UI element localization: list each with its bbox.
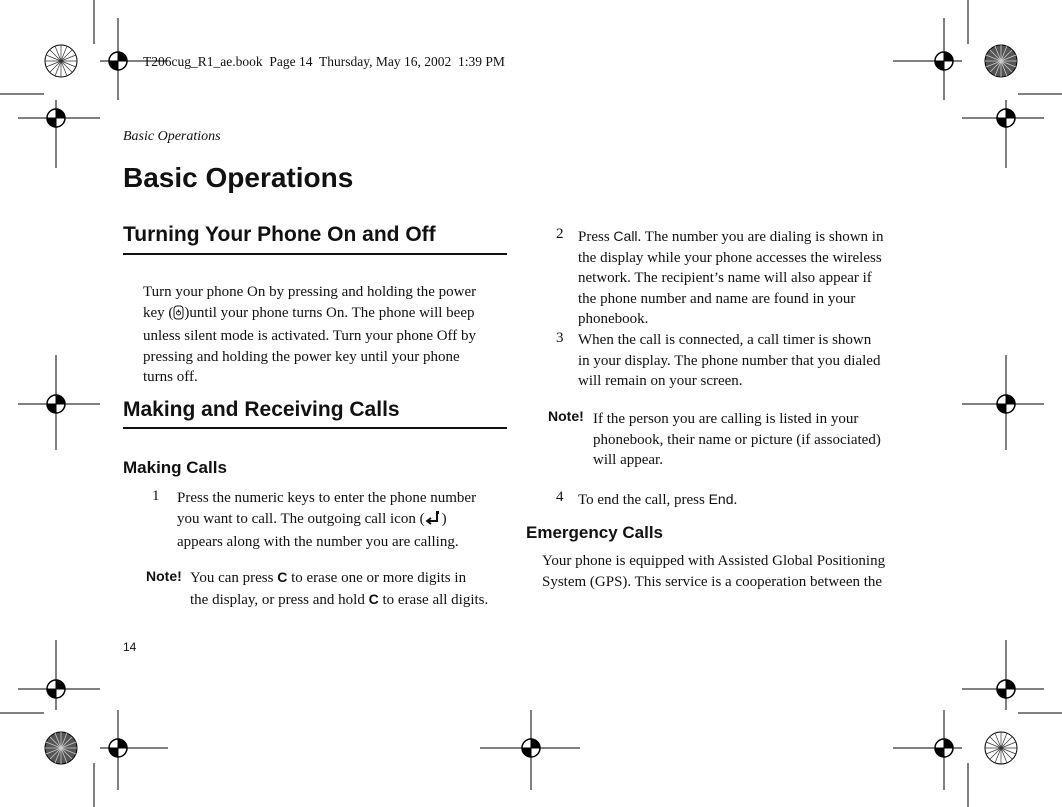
text-line: will appear. xyxy=(593,452,663,468)
note-1 xyxy=(190,567,520,610)
subheading-emergency-calls: Emergency Calls xyxy=(526,523,664,542)
text-line: will remain on your screen. xyxy=(578,373,743,389)
text-line: you want to call. The outgoing call icon ( ) xyxy=(177,509,507,533)
text-line: To end the call, press End. xyxy=(578,491,738,508)
text-line: System (GPS). This service is a cooperation between the xyxy=(542,573,883,590)
slug-line: T206cug_R1_ae.book Page 14 Thursday, May 16, 2002 1:39 PM xyxy=(143,54,505,69)
text-line: turns off. xyxy=(143,369,198,385)
subheading-making-calls: Making Calls xyxy=(123,458,227,477)
text-line: You can press C to erase one or more digits in xyxy=(190,569,467,586)
text-line: If the person you are calling is listed in your xyxy=(593,411,859,427)
running-header: Basic Operations xyxy=(123,129,221,144)
heading-rule xyxy=(123,427,507,429)
text-line: Press Call. The number you are dialing is shown in xyxy=(578,228,884,245)
heading-rule xyxy=(123,253,507,255)
text-line: key ( )until your phone turns On. The phone will beep xyxy=(143,303,513,327)
page-title: Basic Operations xyxy=(123,162,354,193)
text-line: Your phone is equipped with Assisted Global Positioning xyxy=(542,553,886,569)
text-line: unless silent mode is activated. Turn your phone Off by xyxy=(143,328,477,344)
note-label: Note! xyxy=(548,408,584,424)
step-number: 3 xyxy=(556,330,564,346)
text-line: the display, or press and hold C to erase all digits. xyxy=(190,590,489,608)
end-key-label: End xyxy=(708,491,734,507)
text-line: Press the numeric keys to enter the phone number xyxy=(177,490,477,506)
call-key-label: Call xyxy=(613,228,638,244)
text-line: phonebook. xyxy=(578,311,649,327)
outgoing-call-icon xyxy=(425,511,442,533)
on-off-paragraph xyxy=(143,282,513,388)
text-line: the phone number and name are found in your xyxy=(578,290,856,307)
step-number: 2 xyxy=(556,226,564,242)
text-line: pressing and holding the power key until your phone xyxy=(143,348,460,365)
emergency-paragraph xyxy=(542,551,912,592)
text-line: in your display. The phone number that you dialed xyxy=(578,352,881,369)
section-heading-on-off: Turning Your Phone On and Off xyxy=(123,223,436,246)
step-1 xyxy=(177,488,507,553)
note-2 xyxy=(593,409,923,471)
text-line: Turn your phone On by pressing and holding the power xyxy=(143,284,477,300)
step-number: 1 xyxy=(152,488,160,504)
text-line: When the call is connected, a call timer is shown xyxy=(578,332,872,348)
text-line: phonebook, their name or picture (if associated) xyxy=(593,431,881,448)
power-key-icon xyxy=(173,305,184,327)
page-number: 14 xyxy=(123,640,137,654)
c-key-label: C xyxy=(368,590,379,607)
text-line: appears along with the number you are calling. xyxy=(177,534,459,550)
section-heading-calls: Making and Receiving Calls xyxy=(123,398,400,421)
step-4 xyxy=(578,489,918,511)
step-number: 4 xyxy=(556,489,564,505)
text-line: the display while your phone accesses the wireless xyxy=(578,249,882,266)
step-2 xyxy=(578,226,918,330)
c-key-label: C xyxy=(277,569,288,585)
note-label: Note! xyxy=(146,568,182,584)
text-line: network. The recipient’s name will also appear if xyxy=(578,270,872,286)
step-3 xyxy=(578,330,918,392)
